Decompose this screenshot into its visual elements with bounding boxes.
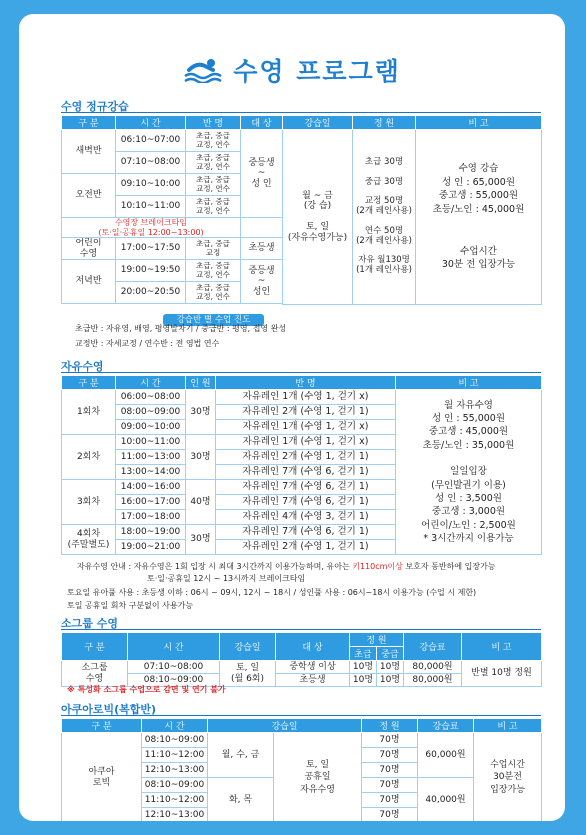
swimmer-icon — [183, 57, 223, 83]
capacity-cell: 70명 — [362, 748, 418, 763]
divider — [61, 372, 541, 373]
capacity-cell: 10명 — [350, 661, 377, 674]
time-cell: 11:10~12:00 — [142, 748, 208, 763]
time-cell: 12:10~13:00 — [142, 763, 208, 778]
capacity-cell: 초급 30명 중급 30명 교정 50명 (2개 레인사용) 연수 50명 (2개 레인사용) 자유 월130명 (1개 레인사용) — [353, 130, 416, 305]
program-page — [19, 14, 565, 821]
time-cell: 09:10~10:00 — [116, 174, 186, 196]
time-cell: 17:00~17:50 — [116, 238, 186, 260]
col-header: 강습료 — [418, 719, 474, 733]
lane-cell: 자유레인 1개 (수영 1, 걷기 x) — [216, 435, 396, 450]
note-cell: 수영 강습 성 인 : 65,000원 중고생 : 55,000원 초등/노인 : 45,000원 수업시간 30분 전 입장가능 — [416, 130, 542, 305]
col-header: 비 고 — [396, 376, 542, 390]
round-cell: 1회차 — [62, 390, 116, 435]
aquarobics-table — [61, 718, 542, 821]
col-header: 반 명 — [216, 376, 396, 390]
category-cell: 어린이 수영 — [62, 238, 116, 260]
col-header: 구 분 — [62, 719, 142, 733]
free-info-3: 토요일 유아풀 사용 : 초등생 이하 : 06시 ~ 09시, 12시 ~ 18시 / 성인풀 사용 : 06시~18시 이용가능 (수업 시 제한) — [67, 588, 477, 597]
capacity-cell: 30명 — [186, 390, 216, 435]
target-cell: 중학생 이상 — [276, 661, 350, 674]
lane-cell: 자유레인 7개 (수영 6, 걷기 1) — [216, 480, 396, 495]
lane-cell: 자유레인 2개 (수영 1, 걷기 1) — [216, 450, 396, 465]
time-cell: 07:10~08:00 — [128, 661, 220, 674]
progress-badge: 강습반 별 수업 진도 — [163, 314, 265, 326]
fee-cell: 60,000원 — [418, 733, 474, 778]
col-header: 강습료 — [404, 633, 462, 661]
note-cell: 수업시간 30분전 입장가능 — [474, 733, 542, 822]
col-header: 정 원 — [353, 116, 416, 130]
level-cell: 초급, 중급 교정 — [186, 238, 241, 260]
time-cell: 19:00~21:00 — [116, 540, 186, 555]
time-cell: 19:00~19:50 — [116, 260, 186, 282]
capacity-cell: 70명 — [362, 808, 418, 822]
section-heading-free: 자유수영 — [61, 360, 104, 373]
days-cell: 토, 일 (월 6회) — [220, 661, 276, 687]
level-cell: 초급, 중급 교정, 연수 — [186, 130, 241, 152]
free-info-1 — [77, 561, 496, 572]
round-cell: 3회차 — [62, 480, 116, 525]
lane-cell: 자유레인 2개 (수영 1, 걷기 1) — [216, 405, 396, 420]
lane-cell: 자유레인 2개 (수영 1, 걷기 1) — [216, 540, 396, 555]
lane-cell: 자유레인 4개 (수영 3, 걷기 1) — [216, 510, 396, 525]
title-area — [19, 52, 565, 92]
col-header: 정 원 — [350, 633, 404, 647]
lane-cell: 자유레인 7개 (수영 6, 걷기 1) — [216, 525, 396, 540]
info-text: 자유수영 안내 : 자유수영은 1회 입장 시 최대 3시간까지 이용가능하며, 유아는 — [77, 562, 353, 571]
capacity-cell: 70명 — [362, 763, 418, 778]
lane-cell: 자유레인 7개 (수영 6, 걷기 1) — [216, 495, 396, 510]
capacity-cell: 70명 — [362, 778, 418, 793]
capacity-cell: 10명 — [377, 661, 404, 674]
col-header: 대 상 — [276, 633, 350, 661]
time-cell: 08:10~09:00 — [128, 674, 220, 687]
time-cell: 13:00~14:00 — [116, 465, 186, 480]
time-cell: 07:10~08:00 — [116, 152, 186, 174]
capacity-cell: 40명 — [186, 480, 216, 525]
level-cell: 초급, 중급 교정, 연수 — [186, 282, 241, 304]
target-cell: 중등생 ~ 성 인 — [241, 130, 283, 218]
progress-line: 초급반 : 자유영, 배영, 평영발차기 / 중급반 : 평영, 접영 완성 — [75, 324, 287, 333]
free-info-2: 토·일·공휴일 12시 ~ 13시까지 브레이크타임 — [147, 574, 306, 583]
round-cell: 4회차 (주말별도) — [62, 525, 116, 555]
col-header: 비 고 — [474, 719, 542, 733]
col-header: 강습일 — [208, 719, 362, 733]
sub-header: 중급 — [377, 647, 404, 661]
days-cell: 토, 일 공휴일 자유수영 — [274, 733, 362, 822]
time-cell: 17:00~18:00 — [116, 510, 186, 525]
capacity-cell: 10명 — [350, 674, 377, 687]
level-cell: 초급, 중급 교정, 연수 — [186, 174, 241, 196]
small-group-table — [61, 632, 542, 687]
fee-cell: 80,000원 — [404, 674, 462, 687]
col-header: 구 분 — [62, 633, 128, 661]
time-cell: 14:00~16:00 — [116, 480, 186, 495]
time-cell: 16:00~17:00 — [116, 495, 186, 510]
lane-cell: 자유레인 1개 (수영 1, 걷기 x) — [216, 390, 396, 405]
free-info-4: 토일 공휴일 회차 구분없이 사용가능 — [67, 601, 194, 610]
time-cell: 10:10~11:00 — [116, 196, 186, 218]
level-cell: 초급, 중급 교정, 연수 — [186, 196, 241, 218]
time-cell: 06:00~08:00 — [116, 390, 186, 405]
col-header: 강습일 — [283, 116, 353, 130]
section-heading-aquarobics: 아쿠아로빅(복합반) — [61, 703, 157, 716]
col-header: 비 고 — [416, 116, 542, 130]
col-header: 시 간 — [142, 719, 208, 733]
col-header: 구 분 — [62, 376, 116, 390]
time-cell: 11:00~13:00 — [116, 450, 186, 465]
regular-class-table — [61, 115, 542, 305]
progress-line: 교정반 : 자세교정 / 연수반 : 전 영법 연수 — [75, 339, 220, 348]
note-cell: 반별 10명 정원 — [462, 661, 542, 687]
target-cell: 초등생 — [276, 674, 350, 687]
sub-header: 초급 — [350, 647, 377, 661]
section-heading-small-group: 소그룹 수영 — [61, 617, 118, 630]
lane-cell: 자유레인 1개 (수영 1, 걷기 x) — [216, 420, 396, 435]
capacity-cell: 70명 — [362, 733, 418, 748]
height-requirement: 키110cm이상 — [352, 562, 403, 571]
col-header: 강습일 — [220, 633, 276, 661]
days-cell: 화, 목 — [208, 778, 274, 822]
time-cell: 20:00~20:50 — [116, 282, 186, 304]
col-header: 비 고 — [462, 633, 542, 661]
target-cell: 초등생 — [241, 238, 283, 260]
time-cell: 08:00~09:00 — [116, 405, 186, 420]
fee-cell: 40,000원 — [418, 778, 474, 822]
page-title: 수영 프로그램 — [233, 57, 401, 86]
time-cell: 08:10~09:00 — [142, 733, 208, 748]
time-cell: 10:00~11:00 — [116, 435, 186, 450]
category-cell: 소그룹 수영 — [62, 661, 128, 687]
fee-cell: 80,000원 — [404, 661, 462, 674]
col-header: 대 상 — [241, 116, 283, 130]
category-cell: 저녁반 — [62, 260, 116, 304]
days-cell: 월 ~ 금 (강 습) 토, 일 (자유수영가능) — [283, 130, 353, 305]
free-swim-table — [61, 375, 542, 555]
time-cell: 08:10~09:00 — [142, 778, 208, 793]
section-heading-regular: 수영 정규강습 — [61, 100, 129, 113]
time-cell: 18:00~19:00 — [116, 525, 186, 540]
category-cell: 새벽반 — [62, 130, 116, 174]
time-cell: 11:10~12:00 — [142, 793, 208, 808]
time-cell: 06:10~07:00 — [116, 130, 186, 152]
col-header: 시 간 — [116, 376, 186, 390]
col-header: 시 간 — [128, 633, 220, 661]
col-header: 구 분 — [62, 116, 116, 130]
capacity-cell: 30명 — [186, 435, 216, 480]
col-header: 시 간 — [116, 116, 186, 130]
divider — [61, 112, 541, 113]
target-cell: 중등생 ~ 성인 — [241, 260, 283, 304]
divider — [61, 629, 541, 630]
break-time-note: 수영장 브레이크타임 (토·일·공휴일 12:00~13:00) — [62, 218, 241, 238]
info-text: 보호자 동반하에 입장가능 — [402, 562, 496, 571]
col-header: 정 원 — [362, 719, 418, 733]
level-cell: 초급, 중급 교정, 연수 — [186, 260, 241, 282]
capacity-cell: 30명 — [186, 525, 216, 555]
level-cell: 초급, 중급 교정, 연수 — [186, 152, 241, 174]
divider — [61, 715, 541, 716]
time-cell: 12:10~13:00 — [142, 808, 208, 822]
col-header: 반 명 — [186, 116, 241, 130]
lane-cell: 자유레인 7개 (수영 6, 걷기 1) — [216, 465, 396, 480]
category-cell: 오전반 — [62, 174, 116, 218]
col-header: 인 원 — [186, 376, 216, 390]
capacity-cell: 70명 — [362, 793, 418, 808]
time-cell: 09:00~10:00 — [116, 420, 186, 435]
warning-note: ※ 특성화 소그룹 수업으로 감면 및 연기 불가 — [67, 685, 226, 694]
capacity-cell: 10명 — [377, 674, 404, 687]
category-cell: 아쿠아 로빅 — [62, 733, 142, 822]
days-cell: 월, 수, 금 — [208, 733, 274, 778]
round-cell: 2회차 — [62, 435, 116, 480]
note-cell: 월 자유수영 성 인 : 55,000원 중고생 : 45,000원 초등/노인 : 35,000원 일일입장 (무인발권기 이용) 성 인 : 3,500원 중고생 : 3,000원 어린이/노인 : 2,500원 * 3시간까지 이용가능 — [396, 390, 542, 555]
